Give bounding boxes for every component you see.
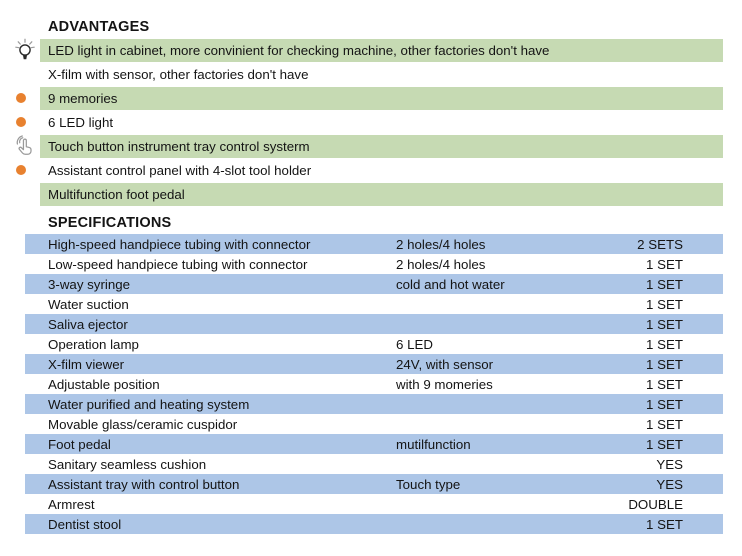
advantage-icon-cell (0, 62, 40, 86)
spec-item-detail: 24V, with sensor (396, 356, 494, 372)
spec-item-name: Water suction (48, 296, 129, 312)
advantage-row (0, 158, 742, 182)
spec-item-quantity: 1 SET (646, 336, 683, 352)
spec-item-quantity: 1 SET (646, 356, 683, 372)
advantage-highlight-bar (40, 135, 723, 158)
spec-table-row (25, 314, 723, 334)
spec-table-row (25, 414, 723, 434)
advantage-row (0, 62, 742, 86)
touch-gesture-icon (13, 134, 36, 158)
spec-item-quantity: 1 SET (646, 396, 683, 412)
spec-item-detail: mutilfunction (396, 436, 471, 452)
spec-item-quantity: 1 SET (646, 296, 683, 312)
spec-table-row (25, 234, 723, 254)
advantage-text: Multifunction foot pedal (48, 186, 185, 202)
spec-table-row (25, 494, 723, 514)
spec-item-name: 3-way syringe (48, 276, 131, 292)
spec-item-quantity: YES (656, 456, 683, 472)
spec-item-quantity: 1 SET (646, 376, 683, 392)
advantage-row (0, 182, 742, 206)
spec-table-row (25, 354, 723, 374)
spec-item-name: Water purified and heating system (48, 396, 250, 412)
advantage-text: Touch button instrument tray control systerm (48, 138, 310, 154)
advantage-row (0, 110, 742, 134)
spec-item-detail: 6 LED (396, 336, 433, 352)
advantage-icon-cell (0, 38, 40, 62)
bullet-dot-icon (16, 117, 26, 127)
spec-table-row (25, 334, 723, 354)
spec-table-row (25, 294, 723, 314)
advantage-highlight-bar (40, 87, 723, 110)
spec-item-quantity: 2 SETS (637, 236, 683, 252)
advantage-icon-cell (0, 134, 40, 158)
spec-table-row (25, 394, 723, 414)
spec-item-quantity: 1 SET (646, 276, 683, 292)
spec-item-name: Movable glass/ceramic cuspidor (48, 416, 238, 432)
spec-item-name: Dentist stool (48, 516, 122, 532)
advantage-highlight-bar (40, 159, 723, 182)
advantage-row (0, 38, 742, 62)
spec-item-detail: cold and hot water (396, 276, 505, 292)
spec-item-name: Armrest (48, 496, 95, 512)
spec-table-row (25, 434, 723, 454)
spec-table-row (25, 254, 723, 274)
spec-item-detail: Touch type (396, 476, 461, 492)
spec-item-name: Adjustable position (48, 376, 160, 392)
spec-item-name: X-film viewer (48, 356, 125, 372)
bullet-dot-icon (16, 165, 26, 175)
advantage-icon-cell (0, 110, 40, 134)
advantage-highlight-bar (40, 63, 723, 86)
specifications-table (25, 234, 723, 534)
spec-item-name: Operation lamp (48, 336, 139, 352)
spec-table-row (25, 474, 723, 494)
advantage-text: 6 LED light (48, 114, 114, 130)
spec-item-name: Saliva ejector (48, 316, 128, 332)
advantage-row (0, 134, 742, 158)
spec-item-quantity: 1 SET (646, 316, 683, 332)
spec-item-detail: 2 holes/4 holes (396, 256, 486, 272)
advantage-text: Assistant control panel with 4-slot tool holder (48, 162, 312, 178)
advantages-list (0, 38, 742, 206)
spec-item-name: Sanitary seamless cushion (48, 456, 207, 472)
advantage-text: 9 memories (48, 90, 118, 106)
spec-item-quantity: 1 SET (646, 436, 683, 452)
spec-item-quantity: DOUBLE (628, 496, 683, 512)
lightbulb-icon (13, 38, 37, 63)
spec-table-row (25, 454, 723, 474)
spec-table-row (25, 274, 723, 294)
advantage-icon-cell (0, 158, 40, 182)
advantage-row (0, 86, 742, 110)
spec-item-quantity: 1 SET (646, 256, 683, 272)
spec-item-quantity: 1 SET (646, 416, 683, 432)
spec-item-detail: 2 holes/4 holes (396, 236, 486, 252)
advantage-text: X-film with sensor, other factories don't have (48, 66, 309, 82)
bullet-dot-icon (16, 93, 26, 103)
spec-item-name: Assistant tray with control button (48, 476, 240, 492)
spec-table-row (25, 514, 723, 534)
spec-item-detail: with 9 momeries (396, 376, 493, 392)
spec-item-quantity: YES (656, 476, 683, 492)
spec-item-name: High-speed handpiece tubing with connector (48, 236, 311, 252)
advantages-title: ADVANTAGES (48, 19, 150, 35)
advantage-highlight-bar (40, 111, 723, 134)
advantage-icon-cell (0, 182, 40, 206)
advantage-text: LED light in cabinet, more convinient for checking machine, other factories don't have (48, 42, 550, 58)
spec-item-name: Low-speed handpiece tubing with connector (48, 256, 308, 272)
spec-item-quantity: 1 SET (646, 516, 683, 532)
advantage-highlight-bar (40, 39, 723, 62)
advantage-highlight-bar (40, 183, 723, 206)
spec-item-name: Foot pedal (48, 436, 111, 452)
specifications-title: SPECIFICATIONS (48, 215, 172, 231)
advantage-icon-cell (0, 86, 40, 110)
spec-table-row (25, 374, 723, 394)
